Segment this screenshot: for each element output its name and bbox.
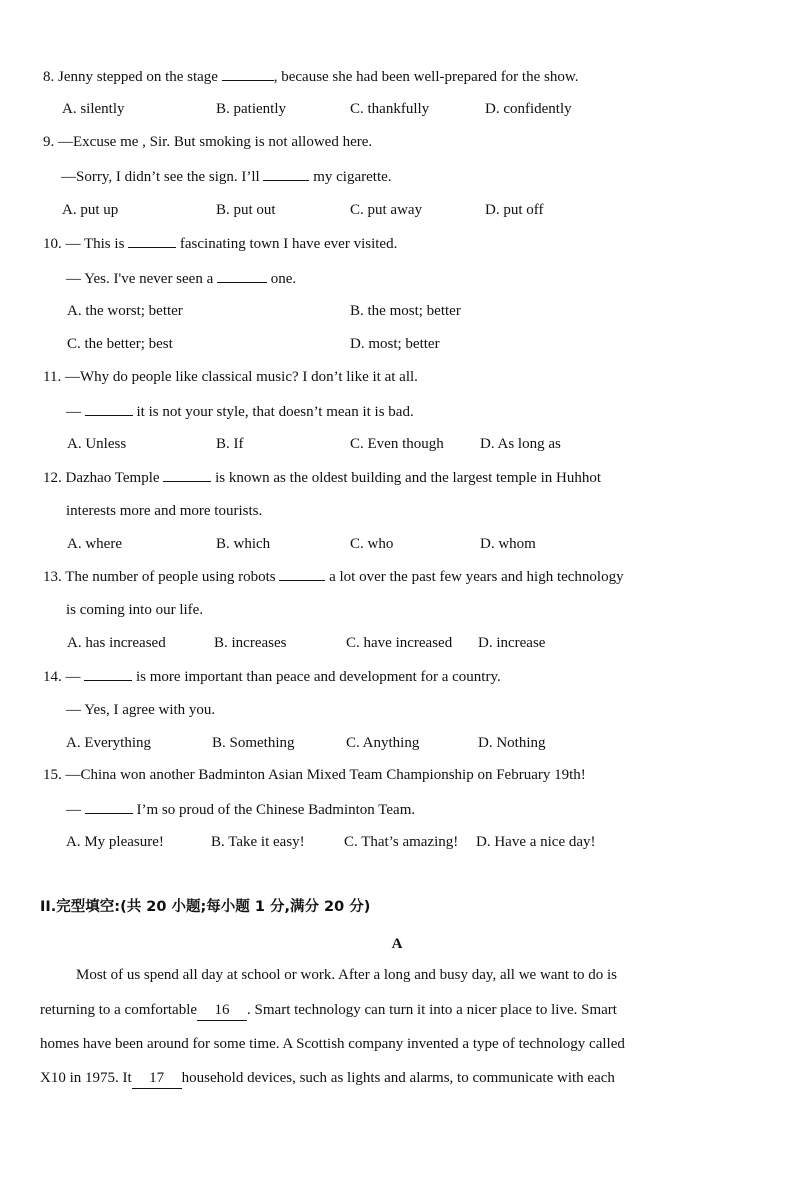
option-a[interactable]: A. where [67,536,122,552]
answer-blank[interactable] [128,233,176,248]
option-c[interactable]: C. put away [350,202,423,218]
option-b[interactable]: B. If [216,436,244,452]
question-10-line-2 [66,268,296,289]
option-a[interactable]: A. My pleasure! [66,834,164,850]
passage-label: A [391,936,403,952]
option-b[interactable]: B. the most; better [350,303,461,319]
option-c[interactable]: C. Anything [346,735,420,751]
question-text: — [65,669,81,685]
option-a[interactable]: A. the worst; better [67,303,183,319]
passage-line-1: Most of us spend all day at school or work. After a long and busy day, all we want to do is [76,967,618,983]
question-9-line-2 [61,166,392,187]
passage-text: . Smart technology can turn it into a nicer place to live. Smart [247,1002,617,1018]
question-number: 15. [43,767,62,783]
question-number: 12. [43,470,62,486]
passage-text: returning to a comfortable [40,1002,198,1018]
question-text: —China won another Badminton Asian Mixed Team Championship on February 19th! [65,767,586,783]
option-c[interactable]: C. the better; best [67,336,173,352]
option-a[interactable]: A. silently [62,101,125,117]
answer-blank[interactable] [84,666,132,681]
answer-blank[interactable] [279,566,325,581]
option-a[interactable]: A. has increased [67,635,166,651]
question-14 [43,666,501,687]
question-text: — [66,802,81,818]
question-text: — Yes. I've never seen a [66,271,214,287]
option-b[interactable]: B. put out [216,202,276,218]
option-a[interactable]: A. Everything [66,735,151,751]
question-12-line-2 [66,501,262,521]
question-text: one. [270,271,297,287]
question-text: —Sorry, I didn’t see the sign. I’ll [61,169,260,185]
answer-blank[interactable] [85,799,133,814]
question-number: 10. [43,236,62,252]
question-text: , because she had been well-prepared for the show. [273,69,579,85]
question-number: 11. [43,369,62,385]
option-c[interactable]: C. Even though [350,436,444,452]
option-d[interactable]: D. whom [480,536,536,552]
question-number: 13. [43,569,62,585]
question-13-line-2 [66,600,203,620]
option-d[interactable]: D. Nothing [478,735,546,751]
question-13 [43,566,624,587]
question-text: —Why do people like classical music? I don’t like it at all. [64,369,418,385]
question-text: — This is [65,236,125,252]
passage-line-4 [40,1068,615,1089]
question-11 [43,367,418,387]
answer-blank[interactable] [85,401,133,416]
answer-blank[interactable] [163,467,211,482]
option-a[interactable]: A. Unless [67,436,127,452]
question-text: is known as the oldest building and the largest temple in Huhhot [215,470,601,486]
question-text: is coming into our life. [66,602,204,618]
option-d[interactable]: D. put off [485,202,544,218]
passage-line-3: homes have been around for some time. A Scottish company invented a type of technology called [40,1036,625,1052]
section-heading: II.完型填空:(共 20 小题;每小题 1 分,满分 20 分) [40,899,371,915]
option-a[interactable]: A. put up [62,202,119,218]
option-d[interactable]: D. As long as [480,436,561,452]
question-12 [43,467,601,488]
option-c[interactable]: C. That’s amazing! [344,834,459,850]
question-text: I’m so proud of the Chinese Badminton Team. [136,802,416,818]
option-c[interactable]: C. who [350,536,394,552]
question-text: Jenny stepped on the stage [58,69,218,85]
question-text: it is not your style, that doesn’t mean it is bad. [136,404,414,420]
option-b[interactable]: B. Take it easy! [211,834,305,850]
question-15-line-2 [66,799,415,820]
question-text: fascinating town I have ever visited. [179,236,398,252]
question-14-line-2 [66,700,215,720]
answer-blank[interactable] [263,166,309,181]
question-9 [43,132,372,152]
option-d[interactable]: D. most; better [350,336,440,352]
question-text: interests more and more tourists. [66,503,263,519]
option-c[interactable]: C. thankfully [350,101,430,117]
question-text: — [66,404,81,420]
question-number: 8. [43,69,55,85]
question-text: a lot over the past few years and high technology [329,569,624,585]
answer-blank[interactable] [217,268,267,283]
question-15 [43,765,586,785]
passage-text: household devices, such as lights and alarms, to communicate with each [181,1070,615,1086]
question-text: my cigarette. [313,169,392,185]
option-b[interactable]: B. patiently [216,101,286,117]
question-text: — Yes, I agree with you. [66,702,216,718]
question-11-line-2 [66,401,414,422]
question-text: —Excuse me , Sir. But smoking is not allowed here. [58,134,373,150]
cloze-blank-16[interactable]: 16 [197,1000,247,1021]
question-10 [43,233,397,254]
option-b[interactable]: B. increases [214,635,287,651]
option-d[interactable]: D. confidently [485,101,572,117]
answer-blank[interactable] [222,66,274,81]
question-8 [43,66,578,87]
cloze-blank-17[interactable]: 17 [132,1068,182,1089]
option-d[interactable]: D. Have a nice day! [476,834,596,850]
question-text: is more important than peace and development for a country. [136,669,501,685]
question-text: Dazhao Temple [65,470,160,486]
option-b[interactable]: B. Something [212,735,295,751]
question-number: 14. [43,669,62,685]
option-b[interactable]: B. which [216,536,271,552]
option-d[interactable]: D. increase [478,635,546,651]
passage-text: X10 in 1975. It [40,1070,132,1086]
option-c[interactable]: C. have increased [346,635,453,651]
passage-line-2 [40,1000,617,1021]
question-text: The number of people using robots [65,569,276,585]
question-number: 9. [43,134,55,150]
